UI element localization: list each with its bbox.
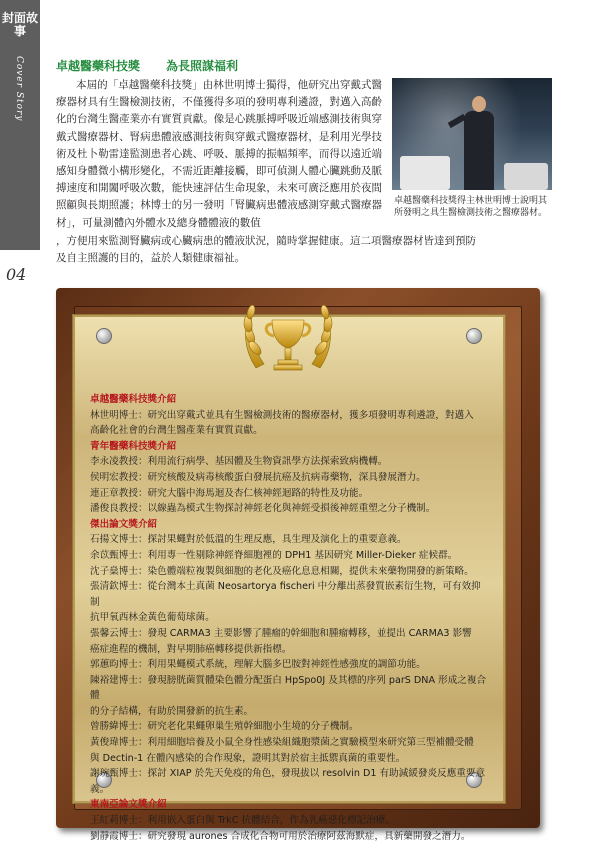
body-line: 心跳脈搏呼吸近端感測技術與穿戴式醫療器材、腎病患體液感 bbox=[56, 113, 383, 143]
award-entry: 抗甲氧西林金黃色葡萄球菌。 bbox=[90, 612, 215, 624]
page-number: 04 bbox=[6, 265, 27, 284]
award-entry: 張馨云博士：發現 CARMA3 主要影響了腫瘤的幹細胞和腫瘤轉移，並提出 CARMA3 影響 bbox=[90, 627, 472, 639]
body-line: 遴證，對邁入高齡化的台灣生醫產業亦有實質貢獻。像是 bbox=[56, 96, 383, 126]
body-line: 及自主照護的目的，益於人類健康福祉。 bbox=[56, 251, 245, 264]
award-entry: 曾勝緯博士：研究老化果蠅卵巢生殖幹細胞小生境的分子機制。 bbox=[90, 721, 359, 733]
award-entry: 陳裕建博士：發現膀胱菌質體染色體分配蛋白 HpSpo0J 及其標的序列 parS DNA 形成之複合體 bbox=[90, 674, 487, 702]
body-line: 患者心跳、呼吸、脈搏的振幅頻率，而得以遠近端感知身體微 bbox=[56, 147, 383, 178]
award-entry: 潘俊良教授：以線蟲為模式生物探討神經老化與神經受損後神經重塑之分子機制。 bbox=[90, 503, 436, 515]
screw-icon bbox=[96, 328, 112, 344]
section-heading: 東南亞論文獎介紹 bbox=[90, 799, 167, 811]
award-entry: 的分子結構，有助於開發新的抗生素。 bbox=[90, 705, 254, 717]
award-entry: 沈子燊博士：染色體端粒複製與細胞的老化及癌化息息相關，提供未來藥物開發的新策略。 bbox=[90, 565, 474, 577]
award-entry: 林世明博士：研究出穿戴式並具有生醫檢測技術的醫療器材，獲多項發明專利遴證，對邁入 bbox=[90, 409, 474, 421]
body-line: 本屆的「卓越醫藥科技獎」由林世明博士獨得，他研究出 bbox=[76, 79, 340, 91]
body-line: 測技術與穿戴式醫療器材，是利用光學技術及杜卜勒雷達監測 bbox=[56, 130, 383, 160]
headline-sub: 為長照謀福利 bbox=[166, 59, 239, 73]
award-entry: 石揚文博士：探討果蠅對於低溫的生理反應，具生理及演化上的重要意義。 bbox=[90, 534, 407, 546]
sidebar-title-en: Cover Story bbox=[14, 56, 24, 122]
body-paragraph bbox=[56, 77, 382, 232]
screw-icon bbox=[466, 328, 482, 344]
award-list bbox=[90, 392, 490, 844]
award-entry: 王紅莉博士：利用嵌入蛋白與 TrkC 抗體結合，作為乳癌惡化標記治療。 bbox=[90, 815, 395, 827]
award-photo bbox=[392, 78, 552, 190]
award-entry: 張清欽博士：從台灣本土真菌 Neosartorya fischeri 中分離出蒸發質嵌素衍生物，可有效抑制 bbox=[90, 581, 481, 608]
headline-main: 卓越醫藥科技獎 bbox=[56, 59, 141, 73]
body-line: 速度和開闔呼吸次數，能快速評估生命現象，未來可廣泛應用 bbox=[66, 182, 351, 195]
trophy-icon bbox=[238, 290, 338, 380]
sidebar-tab bbox=[0, 0, 40, 250]
body-line: 測穿戴式醫療器材」，可量測體內外體水及總身體體液的數值 bbox=[56, 199, 383, 229]
body-line: 小構形變化，不需近距離接觸，即可偵測人體心臟跳動及脈搏 bbox=[56, 165, 383, 195]
photo-caption: 卓越醫藥科技獎得主林世明博士說明其所發明之具生醫檢測技術之醫療器材。 bbox=[394, 196, 548, 218]
award-entry: 癌症進程的機制，對早期肺癌轉移提供新指標。 bbox=[90, 643, 292, 655]
presenter-figure bbox=[462, 96, 496, 190]
award-entry: 侯明宏教授：研究核酸及病毒核酸蛋白發展抗癌及抗病毒藥物，深具發展潛力。 bbox=[90, 471, 426, 483]
award-entry: 連正章教授：研究大腦中海馬迴及杏仁核神經迴路的特性及功能。 bbox=[90, 487, 369, 499]
award-entry: 劉靜霞博士：研究發現 aurones 合成化合物可用於治療阿茲海默症，具新藥開發之潛力。 bbox=[90, 830, 471, 842]
award-entry: 謝琬甄博士：探討 XIAP 於先天免疫的角色，發現拔以 resolvin D1 有助減緩發炎反應重要意義。 bbox=[90, 768, 486, 795]
award-entry: 黃俊瑋博士：利用細胞培養及小鼠全身性感染組織胞漿菌之實驗模型來研究第三型補體受體 bbox=[90, 737, 474, 749]
award-entry: 李永凌教授：利用流行病學、基因體及生物資訊學方法探索致病機轉。 bbox=[90, 456, 388, 468]
section-heading: 卓越醫藥科技獎介紹 bbox=[90, 394, 177, 405]
award-entry: 郭蕙昀博士：利用果蠅模式系統，理解大腦多巴胺對神經性感強度的調節功能。 bbox=[90, 659, 426, 671]
section-heading: 傑出論文獎介紹 bbox=[90, 518, 158, 530]
headline bbox=[56, 57, 238, 74]
section-heading: 青年醫藥科技獎介紹 bbox=[90, 440, 177, 452]
award-entry: 與 Dectin-1 在體內感染的合作現象，證明其對於宿主抵禦真菌的重要性。 bbox=[90, 752, 406, 764]
body-line: 於夜間照顧與長期照護；林博士的另一發明「腎臟病患體液感 bbox=[56, 182, 383, 212]
sidebar-title-zh: 封面故事 bbox=[1, 11, 38, 38]
body-line: ，方便用來監測腎臟病或心臟病患的體液狀況，隨時掌握健康。這二項醫療器材皆達到預防 bbox=[56, 235, 476, 247]
body-continuation bbox=[56, 233, 554, 266]
award-entry: 余苡甄博士：利用專一性剔除神經脊細胞裡的 DPH1 基因研究 Miller-Dieker 症候群。 bbox=[90, 549, 458, 561]
award-entry: 高齡化社會的台灣生醫產業有實質貢獻。 bbox=[90, 425, 263, 437]
body-line: 穿戴式醫療器材具有生醫檢測技術，不僅獲得多項的發明專利 bbox=[56, 79, 382, 109]
